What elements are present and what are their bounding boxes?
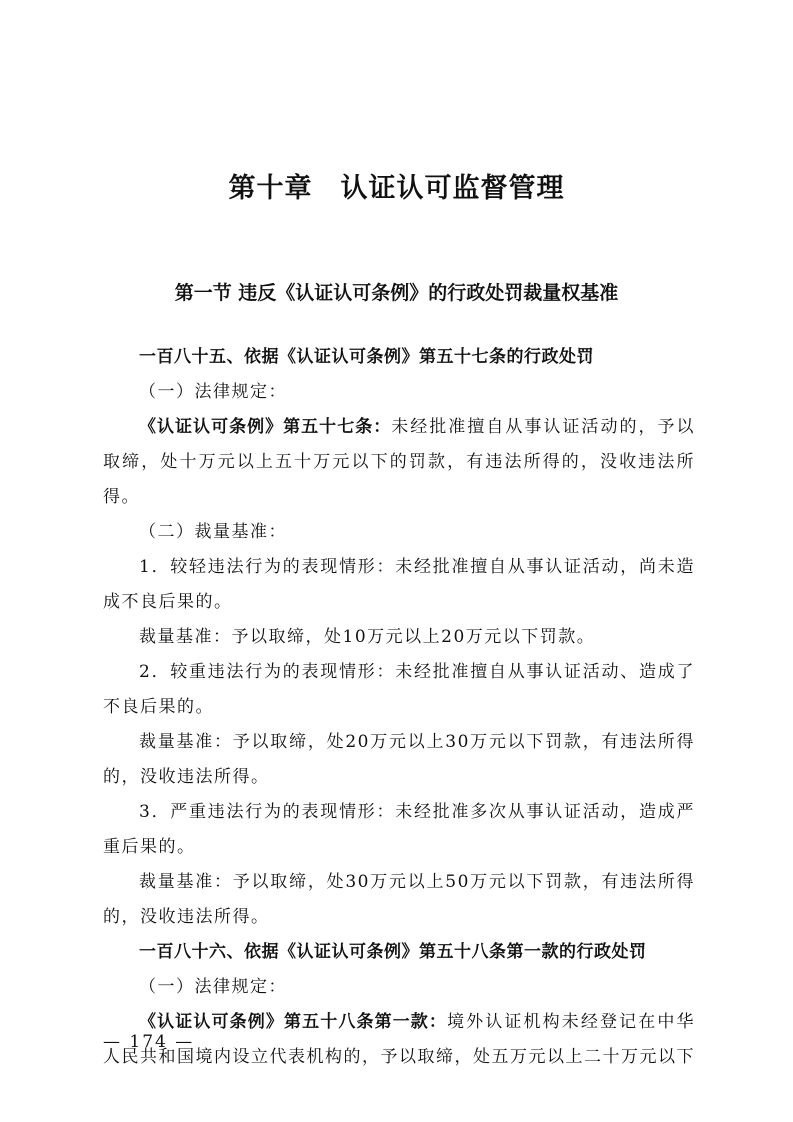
article-heading-185: 一百八十五、依据《认证认可条例》第五十七条的行政处罚 (139, 347, 594, 367)
situation-severe: 3．严重违法行为的表现情形：未经批准多次从事认证活动，造成严重后果的。 (103, 802, 695, 857)
situation-serious: 2．较重违法行为的表现情形：未经批准擅自从事认证活动、造成了不良后果的。 (103, 662, 695, 717)
discretion-standard-label: （二）裁量基准： (139, 522, 287, 542)
law-reference: 《认证认可条例》第五十八条第一款： (139, 1012, 448, 1032)
law-text: 未经批准擅自从事认证活动的，予以取缔，处十万元以上五十万元以下的罚款，有违法所得的，没收违法所得。 (103, 417, 696, 507)
legal-provision-label: （一）法律规定： (139, 977, 287, 997)
section-title: 第一节 违反《认证认可条例》的行政处罚裁量权基准 (174, 282, 619, 304)
situation-minor: 1．较轻违法行为的表现情形：未经批准擅自从事认证活动，尚未造成不良后果的。 (103, 557, 695, 612)
page-number: — 174 — (103, 1032, 195, 1052)
article-heading-186: 一百八十六、依据《认证认可条例》第五十八条第一款的行政处罚 (139, 942, 647, 962)
document-body (103, 340, 695, 1075)
chapter-title: 第十章 认证认可监督管理 (228, 173, 565, 204)
standard-serious: 裁量基准：予以取缔，处20万元以上30万元以下罚款，有违法所得的，没收违法所得。 (103, 732, 695, 787)
legal-provision-label: （一）法律规定： (139, 382, 287, 402)
law-paragraph (103, 410, 695, 515)
standard-minor: 裁量基准：予以取缔，处10万元以上20万元以下罚款。 (139, 627, 596, 647)
law-reference: 《认证认可条例》第五十七条： (139, 417, 392, 437)
law-text: 境外认证机构未经登记在中华人民共和国境内设立代表机构的，予以取缔，处五万元以上二十万元以下 (103, 1012, 696, 1067)
standard-severe: 裁量基准：予以取缔，处30万元以上50万元以下罚款，有违法所得的，没收违法所得。 (103, 872, 695, 927)
